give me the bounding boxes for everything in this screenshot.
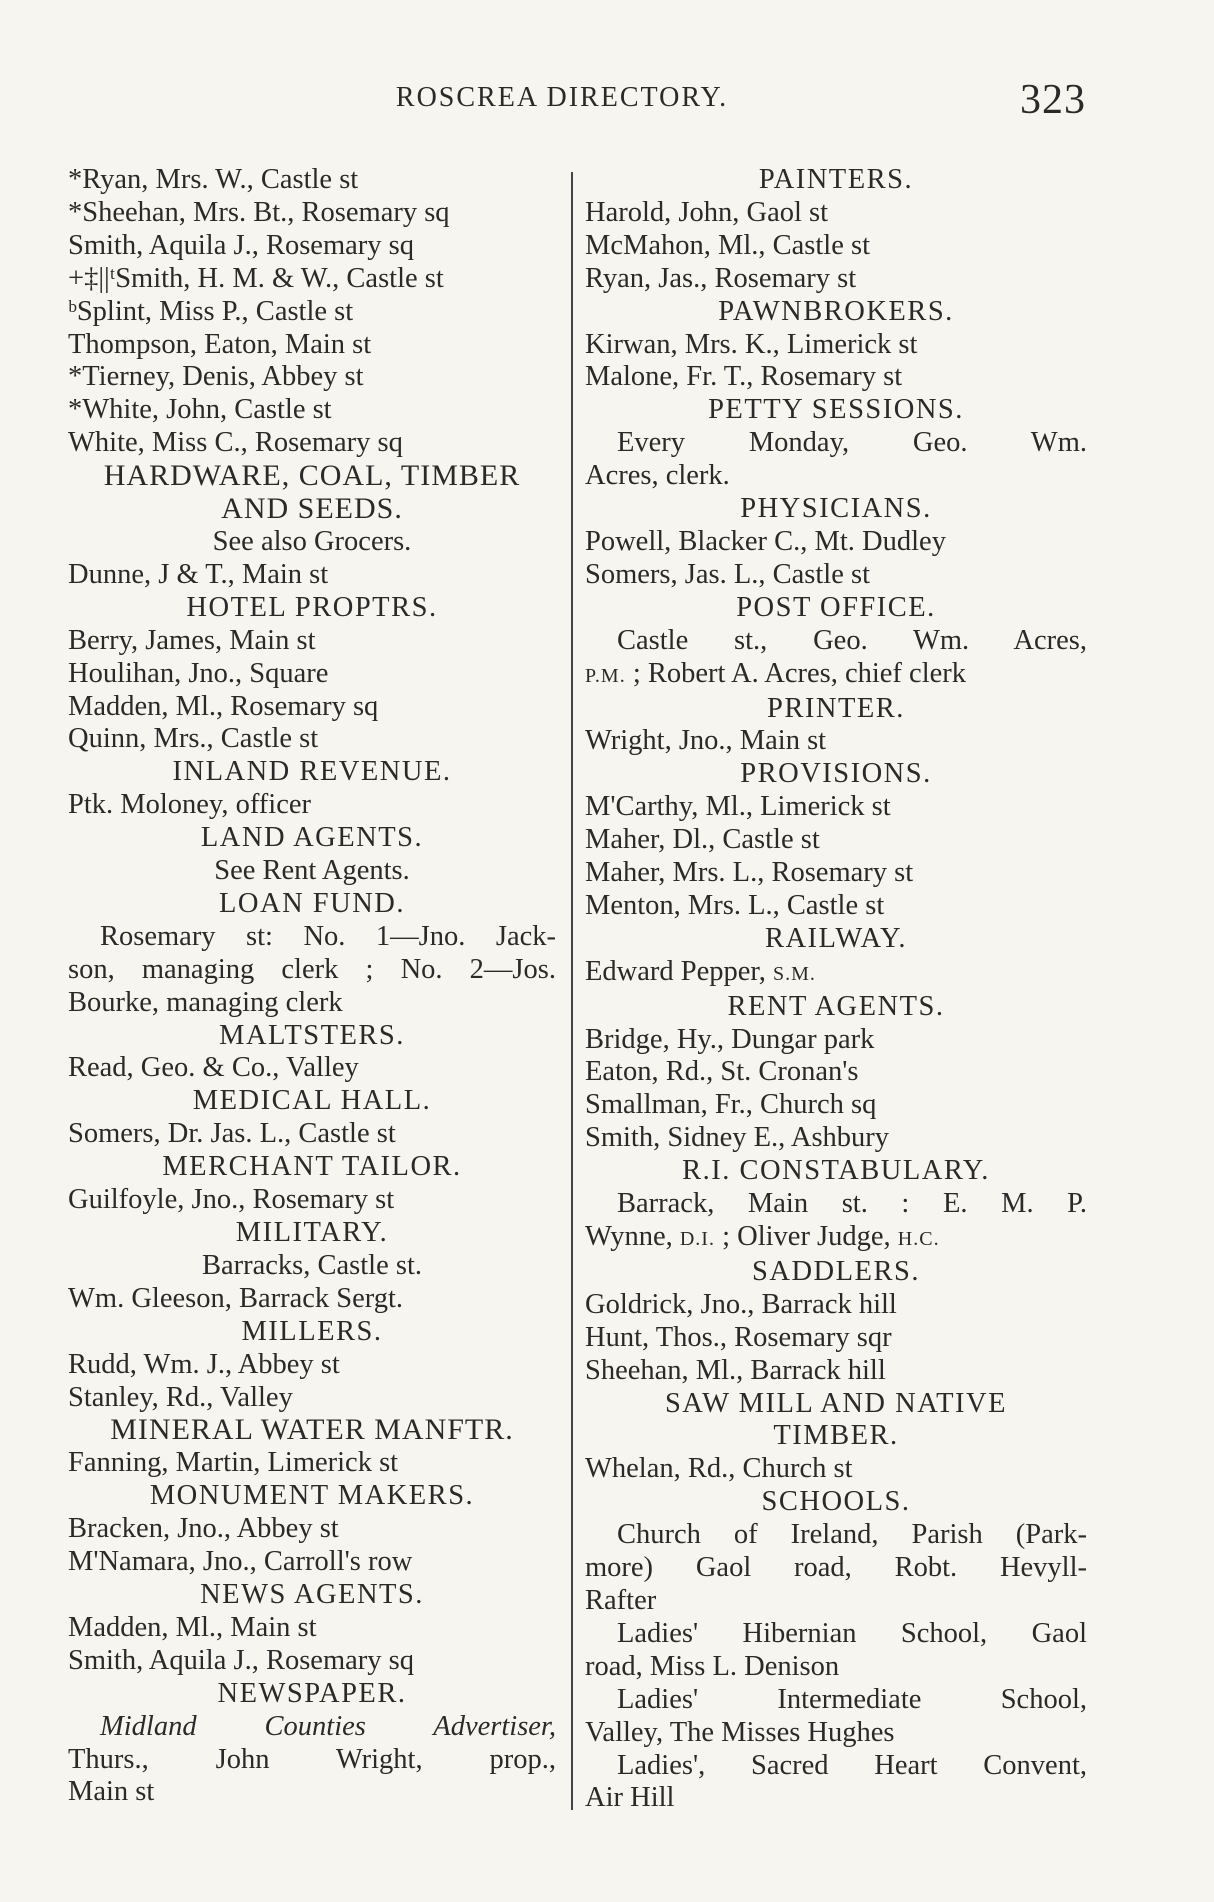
loan-fund-paragraph [68,921,556,1020]
entry: Bridge, Hy., Dungar park [585,1023,875,1055]
section-heading: HARDWARE, COAL, TIMBER [103,459,521,493]
paragraph-line [553,658,1087,693]
paragraph-line: Thurs., John Wright, prop., [68,1743,556,1775]
entry: Goldrick, Jno., Barrack hill [585,1288,897,1320]
section-heading: MONUMENT MAKERS. [149,1480,475,1512]
entry: Harold, John, Gaol st [585,196,829,228]
entry: Maher, Dl., Castle st [585,824,820,856]
entry: Eaton, Rd., St. Cronan's [585,1056,859,1088]
stationmaster-abbrev: S.M. [773,962,816,985]
paragraph-line: son, managing clerk ; No. 2—Jos. [68,953,556,985]
section-heading: PETTY SESSIONS. [708,394,964,426]
entry: Dunne, J & T., Main st [68,558,329,590]
entry: +‡||ᵗSmith, H. M. & W., Castle st [68,262,444,294]
entry: White, Miss C., Rosemary sq [68,427,403,459]
entry: Thompson, Eaton, Main st [68,328,372,360]
school-paragraph [585,1618,1087,1684]
entry: *Tierney, Denis, Abbey st [68,361,364,393]
newspaper-title: Midland Counties Advertiser, [100,1710,556,1742]
paragraph-text: ; Robert A. Acres, chief clerk [625,657,967,689]
entry: *Sheehan, Mrs. Bt., Rosemary sq [68,196,450,228]
entry: Menton, Mrs. L., Castle st [585,889,885,921]
entry: *Ryan, Mrs. W., Castle st [68,164,359,195]
entry: Bracken, Jno., Abbey st [68,1513,339,1545]
school-paragraph [585,1684,1087,1750]
paragraph-line: Ladies' Hibernian School, Gaol [617,1617,1087,1649]
entry: Ryan, Jas., Rosemary st [585,262,857,294]
section-heading: LAND AGENTS. [200,822,424,854]
page-number: 323 [1020,77,1086,123]
paragraph-line: Acres, clerk. [585,460,730,492]
section-heading: LOAN FUND. [219,887,405,919]
paragraph-line: Air Hill [585,1782,675,1814]
entry: Read, Geo. & Co., Valley [68,1052,359,1084]
section-heading: POST OFFICE. [736,591,936,623]
left-column [68,164,556,1809]
entry: Smith, Sidney E., Ashbury [585,1122,890,1154]
postmaster-abbrev: P.M. [585,664,626,687]
entry: Malone, Fr. T., Rosemary st [585,361,903,393]
entry: Quinn, Mrs., Castle st [68,723,319,755]
paragraph-line: Rosemary st: No. 1—Jno. Jack- [100,920,556,952]
paragraph-line: Ladies', Sacred Heart Convent, [617,1749,1087,1781]
entry: M'Namara, Jno., Carroll's row [68,1546,413,1578]
running-title: ROSCREA DIRECTORY. [395,82,729,113]
entry: ᵇSplint, Miss P., Castle st [68,295,354,327]
entry-text: Edward Pepper, [585,955,774,987]
section-heading: SAW MILL AND NATIVE [664,1387,1008,1419]
section-heading: PAWNBROKERS. [718,295,954,327]
entry: Fanning, Martin, Limerick st [68,1447,399,1479]
section-heading: NEWS AGENTS. [200,1578,424,1610]
paragraph-line: Main st [68,1776,155,1808]
entry: Houlihan, Jno., Square [68,657,329,689]
entry: Powell, Blacker C., Mt. Dudley [585,525,946,557]
paragraph-line: Rafter [585,1584,657,1616]
paragraph-line: Valley, The Misses Hughes [585,1716,895,1748]
entry: Hunt, Thos., Rosemary sqr [585,1321,892,1353]
paragraph-line: more) Gaol road, Robt. Hevyll- [585,1552,1087,1584]
entry: Guilfoyle, Jno., Rosemary st [68,1184,395,1216]
entry: M'Carthy, Ml., Limerick st [585,791,891,823]
entry: *White, John, Castle st [68,394,332,426]
entry: Smith, Aquila J., Rosemary sq [68,1644,414,1676]
cross-reference: See Rent Agents. [214,855,410,887]
section-heading: R.I. CONSTABULARY. [682,1155,990,1187]
cross-reference: See also Grocers. [212,525,412,557]
entry: Kirwan, Mrs. K., Limerick st [585,328,918,360]
paragraph-line: road, Miss L. Denison [585,1650,840,1682]
section-heading: SADDLERS. [752,1255,920,1287]
petty-sessions-paragraph [585,427,1087,493]
entry: Madden, Ml., Rosemary sq [68,690,379,722]
entry: Maher, Mrs. L., Rosemary st [585,857,914,889]
paragraph-line: Castle st., Geo. Wm. Acres, [617,624,1087,656]
entry: McMahon, Ml., Castle st [585,229,870,261]
entry: Ptk. Moloney, officer [68,789,312,821]
paragraph-line: Every Monday, Geo. Wm. [617,427,1087,459]
section-heading: MERCHANT TAILOR. [162,1151,462,1183]
entry: Wm. Gleeson, Barrack Sergt. [68,1282,404,1314]
section-heading: PHYSICIANS. [740,493,932,525]
paragraph-line: Bourke, managing clerk [68,986,343,1018]
constabulary-paragraph [585,1188,1087,1256]
school-paragraph [585,1750,1087,1816]
entry: Wright, Jno., Main st [585,725,827,757]
rank-abbrev: H.C. [897,1228,940,1250]
paragraph-line: Barrack, Main st. : E. M. P. [617,1188,1087,1220]
entry: Barracks, Castle st. [201,1249,423,1281]
rank-abbrev: D.I. [679,1228,715,1250]
section-heading: MILITARY. [235,1217,389,1248]
entry: Somers, Dr. Jas. L., Castle st [68,1118,396,1150]
section-heading: RAILWAY. [764,922,908,954]
paragraph-text: ; Oliver Judge, [714,1221,898,1252]
section-heading: PRINTER. [767,692,905,724]
entry [585,956,1087,991]
section-heading: PROVISIONS. [740,758,932,790]
paragraph-line: Church of Ireland, Parish (Park- [617,1519,1087,1551]
section-heading: TIMBER. [773,1420,899,1452]
section-heading: SCHOOLS. [761,1486,911,1518]
section-heading: INLAND REVENUE. [172,756,452,788]
entry: Stanley, Rd., Valley [68,1381,293,1413]
section-heading: RENT AGENTS. [727,990,945,1022]
entry: Rudd, Wm. J., Abbey st [68,1348,340,1380]
entry: Madden, Ml., Main st [68,1611,317,1643]
paragraph-line: Ladies' Intermediate School, [617,1683,1087,1715]
entry: Smith, Aquila J., Rosemary sq [68,229,414,261]
entry: Sheehan, Ml., Barrack hill [585,1354,886,1386]
section-heading: AND SEEDS. [221,492,403,526]
right-column [585,164,1087,1815]
section-heading: MALTSTERS. [219,1019,405,1051]
section-heading: MINERAL WATER MANFTR. [110,1413,514,1447]
section-heading: HOTEL PROPTRS. [186,591,438,623]
entry: Somers, Jas. L., Castle st [585,558,870,590]
school-paragraph [585,1519,1087,1618]
section-heading: NEWSPAPER. [217,1677,407,1709]
entry: Whelan, Rd., Church st [585,1453,853,1485]
section-heading: MILLERS. [241,1315,383,1347]
section-heading: PAINTERS. [758,164,914,195]
entry: Smallman, Fr., Church sq [585,1089,877,1121]
post-office-paragraph [585,625,1087,693]
section-heading: MEDICAL HALL. [192,1085,432,1117]
newspaper-paragraph [68,1711,556,1810]
entry: Berry, James, Main st [68,624,316,656]
paragraph-line [553,1221,1087,1256]
paragraph-text: Wynne, [585,1221,680,1252]
